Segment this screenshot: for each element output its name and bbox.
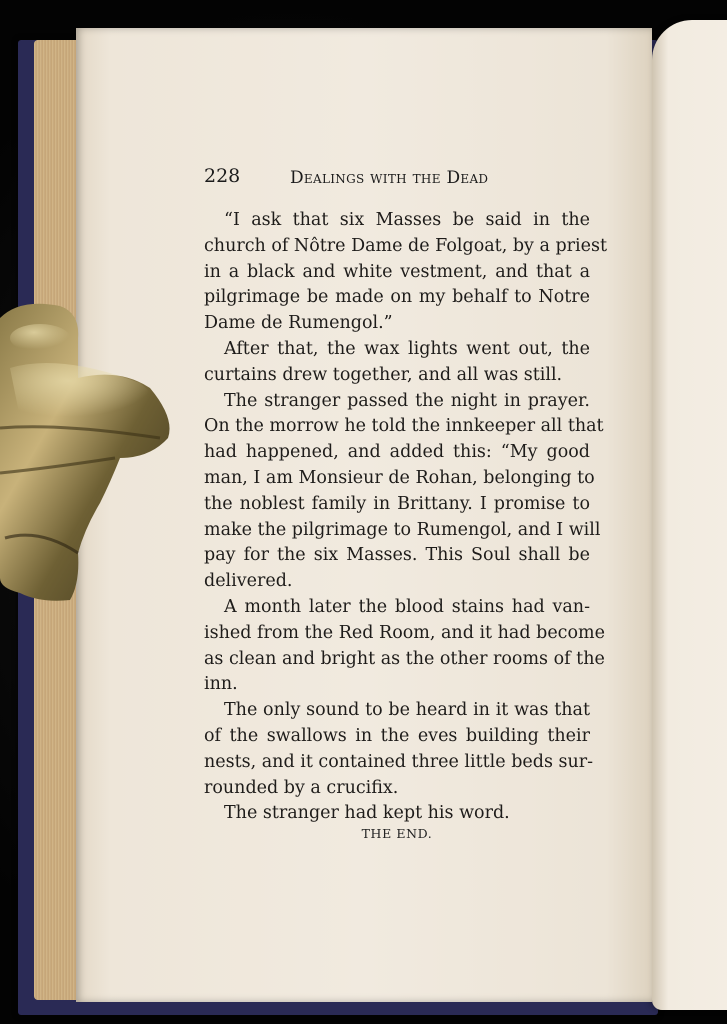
text-line: curtains drew together, and all was still.	[204, 364, 563, 385]
text-line: pay for the six Masses. This Soul shall be	[204, 545, 590, 566]
text-line: After that, the wax lights went out, the	[224, 338, 590, 359]
text-line: had happened, and added this: “My good	[204, 442, 590, 463]
text-line: as clean and bright as the other rooms of the	[204, 648, 605, 669]
text-line: inn.	[204, 674, 238, 695]
text-line: nests, and it contained three little beds sur-	[204, 751, 594, 772]
brass-page-holder	[0, 298, 175, 603]
text-line: in a black and white vestment, and that a	[204, 261, 590, 282]
text-line: Dame de Rumengol.”	[204, 313, 393, 334]
text-line: The stranger had kept his word.	[224, 803, 510, 824]
text-line: pilgrimage be made on my behalf to Notre	[204, 287, 590, 308]
text-line: “I ask that six Masses be said in the	[224, 210, 590, 230]
text-line: make the pilgrimage to Rumengol, and I will	[204, 519, 601, 540]
text-line: delivered.	[204, 571, 293, 592]
page-header	[204, 165, 594, 191]
page-body-text	[204, 208, 608, 827]
text-line: ished from the Red Room, and it had become	[204, 622, 605, 643]
text-line: The only sound to be heard in it was that	[224, 700, 590, 721]
page-number: 228	[204, 165, 241, 187]
facing-page	[652, 20, 727, 1010]
text-line: the noblest family in Brittany. I promise to	[204, 493, 590, 514]
text-line: church of Nôtre Dame de Folgoat, by a priest	[204, 235, 608, 256]
the-end-label: THE END.	[361, 826, 433, 841]
text-line: rounded by a crucifix.	[204, 777, 399, 798]
text-line: of the swallows in the eves building their	[204, 725, 590, 746]
text-line: On the morrow he told the innkeeper all that	[204, 416, 604, 437]
text-line: The stranger passed the night in prayer.	[224, 390, 590, 411]
text-line: man, I am Monsieur de Rohan, belonging to	[204, 467, 595, 488]
running-head: Dealings with the Dead	[290, 168, 489, 188]
text-line: A month later the blood stains had van-	[224, 596, 590, 617]
